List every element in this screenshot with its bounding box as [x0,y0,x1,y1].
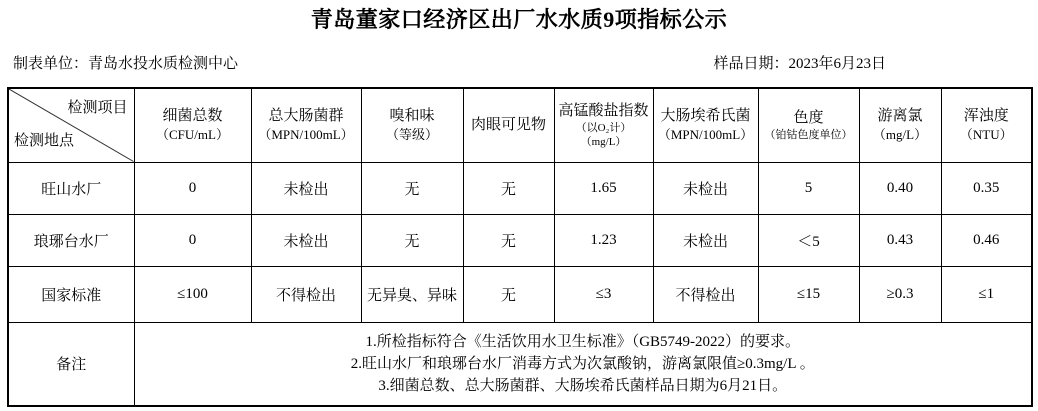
header-cell-bacteria: 细菌总数 （CFU/mL） [134,88,251,162]
cell: ＜5 [758,214,859,266]
cell: 0.40 [859,162,941,214]
header-cell-coliform: 总大肠菌群 （MPN/100mL） [251,88,361,162]
cell: 0 [134,162,251,214]
page-title: 青岛董家口经济区出厂水水质9项指标公示 [310,7,728,32]
cell: 0.35 [941,162,1032,214]
meta-row [13,52,886,73]
cell: 1.23 [554,214,653,266]
corner-label-sites: 检测地点 [14,132,75,149]
cell: 无异臭、异味 [361,266,463,322]
cell: 无 [463,266,554,322]
cell: 不得检出 [653,266,758,322]
cell: 1.65 [554,162,653,214]
remark-line-1: 1.所检指标符合《生活饮用水卫生标准》（GB5749-2022）的要求。 [365,333,801,350]
cell: ≤1 [941,266,1032,322]
remark-line-2: 2.旺山水厂和琅琊台水厂消毒方式为次氯酸钠，游离氯限值≥0.3mg/L 。 [350,355,815,372]
cell: ≥0.3 [859,266,941,322]
report-maker-label: 制表单位：青岛水投水质检测中心 [13,56,239,72]
cell: 未检出 [251,162,361,214]
cell: 无 [361,214,463,266]
remarks-row [8,322,1032,406]
cell: 0.46 [941,214,1032,266]
remark-line-3: 3.细菌总数、总大肠菌群、大肠埃希氏菌样品日期为6月21日。 [378,377,788,394]
table-row-langyatai [8,214,1032,266]
sample-date-label: 样品日期：2023年6月23日 [713,56,886,72]
cell: 无 [361,162,463,214]
corner-cell [8,88,134,162]
header-row [8,88,1032,162]
cell: 无 [463,162,554,214]
cell: 未检出 [653,214,758,266]
header-cell-free-chlorine: 游离氯 （mg/L） [859,88,941,162]
cell: 未检出 [251,214,361,266]
cell: ≤100 [134,266,251,322]
row-label-national-standard: 国家标准 [8,266,134,322]
cell: ≤15 [758,266,859,322]
header-cell-visible-matter: 肉眼可见物 [463,88,554,162]
corner-label-items: 检测项目 [67,100,128,116]
cell: 未检出 [653,162,758,214]
header-cell-ecoli: 大肠埃希氏菌 （MPN/100mL） [653,88,758,162]
row-label-wangshan: 旺山水厂 [8,162,134,214]
cell: 不得检出 [251,266,361,322]
header-cell-odor: 嗅和味 （等级） [361,88,463,162]
table-row-wangshan [8,162,1032,214]
row-label-langyatai: 琅琊台水厂 [8,214,134,266]
remarks-content [134,322,1032,406]
cell: ≤3 [554,266,653,322]
cell: 5 [758,162,859,214]
remarks-label: 备注 [8,322,134,406]
water-quality-table [7,87,1033,407]
table-row-national-standard [8,266,1032,322]
cell: 无 [463,214,554,266]
header-cell-chroma: 色度 （铂钴色度单位） [758,88,859,162]
cell: 0 [134,214,251,266]
header-cell-permanganate: 高锰酸盐指数 （以O₂计） （mg/L） [554,88,653,162]
cell: 0.43 [859,214,941,266]
header-cell-turbidity: 浑浊度 （NTU） [941,88,1032,162]
